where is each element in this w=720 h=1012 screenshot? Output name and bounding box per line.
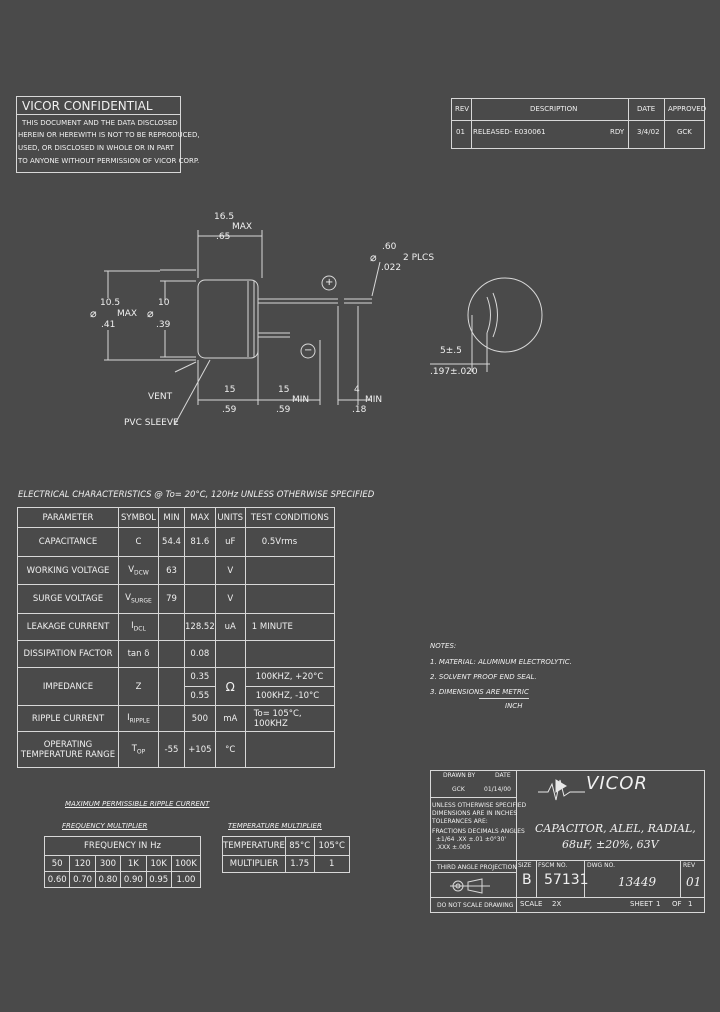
inner-dia-dim: .39 (156, 320, 171, 330)
phi-symbol: ⌀ (90, 307, 97, 320)
date-header: DATE (637, 105, 656, 113)
part-description: 68uF, ±20%, 63V (562, 838, 659, 851)
table-row: LEAKAGE CURRENT $I_{DCL}$ 128.52 uA 1 MINUTE (18, 614, 335, 641)
company-name: VICOR (586, 773, 648, 794)
col-units: UNITS (217, 512, 244, 523)
dim-d2: 15 (278, 385, 290, 395)
table-row: DISSIPATION FACTOR tan δ 0.08 (18, 641, 335, 668)
description-header: DESCRIPTION (530, 105, 578, 113)
rev-date: 3/4/02 (637, 128, 660, 136)
do-not-scale-label: DO NOT SCALE DRAWING (437, 902, 514, 909)
rev-value: 01 (456, 128, 465, 136)
freq-multiplier-title: FREQUENCY MULTIPLIER (62, 822, 148, 830)
lead-dia-dim: .60 (382, 242, 397, 252)
col-test-conditions: TEST CONDITIONS (250, 512, 329, 523)
date-label: DATE (495, 772, 511, 779)
rev-header: REV (455, 105, 470, 113)
sheet-label: SHEET (630, 900, 653, 908)
table-row: RIPPLE CURRENT $I_{RIPPLE}$ 500 mA To= 105°C, 100KHZ (18, 706, 335, 732)
rev-label: REV (683, 862, 696, 869)
outer-dia-suffix: MAX (117, 309, 138, 319)
approved-header: APPROVED (668, 105, 707, 113)
confidential-line: HEREIN OR HEREWITH IS NOT TO BE REPRODUCED, (18, 131, 200, 139)
fscm-label: FSCM NO. (538, 862, 568, 869)
body-length-dim: .65 (216, 232, 231, 242)
sleeve-label: PVC SLEEVE (124, 418, 179, 428)
outer-dia-dim: .41 (101, 320, 116, 330)
drawn-by-label: DRAWN BY (443, 772, 476, 779)
plus-sign: + (325, 277, 334, 288)
col-symbol: SYMBOL (120, 512, 157, 523)
table-row: IMPEDANCE Z 0.35 0.55 Ω 100KHZ, +20°C 100KHZ, -10°C (18, 668, 335, 706)
table-row: CAPACITANCE C 54.4 81.6 uF 0.5Vrms (18, 528, 335, 557)
of-label: OF (672, 900, 682, 908)
tolerance-line: UNLESS OTHERWISE SPECIFIED (432, 802, 527, 809)
confidential-line: THIS DOCUMENT AND THE DATA DISCLOSED (22, 119, 178, 127)
tolerance-line: .XXX ±.005 (436, 844, 471, 851)
col-min: MIN (163, 512, 180, 523)
confidential-line: TO ANYONE WITHOUT PERMISSION OF VICOR CORP. (18, 157, 200, 165)
rev-number: 01 (686, 875, 702, 889)
vent-label: VENT (148, 392, 173, 402)
phi-symbol: ⌀ (370, 251, 377, 264)
dim-d3: 4 (354, 385, 360, 395)
outer-dia-dim: 10.5 (100, 298, 121, 308)
note-line: INCH (505, 702, 523, 710)
tolerance-line: ±1/64 .XX ±.01 ±0°30' (436, 836, 507, 843)
phi-symbol: ⌀ (147, 307, 154, 320)
note-line: 2. SOLVENT PROOF END SEAL. (430, 673, 537, 681)
body-length-suffix: MAX (232, 222, 253, 232)
lead-dia-dim: .022 (381, 263, 402, 273)
electrical-title: ELECTRICAL CHARACTERISTICS @ To= 20°C, 120Hz UNLESS OTHERWISE SPECIFIED (18, 490, 375, 500)
dwg-label: DWG NO. (587, 862, 615, 869)
rev-approved: GCK (677, 128, 692, 136)
drawn-name: GCK (452, 786, 465, 793)
confidential-line: USED, OR DISCLOSED IN WHOLE OR IN PART (18, 144, 174, 152)
dim-d2-suffix: MIN (292, 395, 310, 405)
col-parameter: PARAMETER (42, 512, 94, 523)
scale-value: 2X (552, 900, 562, 908)
rev-description: RELEASED- E030061 (473, 128, 546, 136)
table-row: SURGE VOLTAGE $V_{SURGE}$ 79 V (18, 585, 335, 614)
table-row: WORKING VOLTAGE $V_{DCW}$ 63 V (18, 557, 335, 585)
tolerance-line: FRACTIONS DECIMALS ANGLES (432, 828, 525, 835)
of-value: 1 (688, 900, 693, 908)
lead-pitch-dim: 5±.5 (440, 346, 462, 356)
dim-d2: .59 (276, 405, 291, 415)
dim-d1: 15 (224, 385, 236, 395)
fscm-value: 57131 (544, 872, 589, 888)
dim-d3-suffix: MIN (365, 395, 383, 405)
temp-multiplier-title: TEMPERATURE MULTIPLIER (228, 822, 322, 830)
confidential-title: VICOR CONFIDENTIAL (22, 99, 153, 113)
lead-dia-suffix: 2 PLCS (403, 253, 435, 263)
notes-title: NOTES: (430, 642, 457, 650)
tolerance-line: DIMENSIONS ARE IN INCHES (432, 810, 518, 817)
note-line: 3. DIMENSIONS ARE METRIC (430, 688, 529, 696)
dim-d3: .18 (352, 405, 367, 415)
scale-label: SCALE (520, 900, 543, 908)
sheet-value: 1 (656, 900, 661, 908)
dim-d1: .59 (222, 405, 237, 415)
lead-pitch-dim: .197±.020 (430, 367, 478, 377)
frequency-multiplier-table: FREQUENCY IN Hz 50 120 300 1K 10K 100K 0.60 0.70 0.80 0.90 0.95 1.00 (44, 836, 201, 888)
tolerance-line: TOLERANCES ARE: (432, 818, 488, 825)
size-label: SIZE (518, 862, 532, 869)
table-row: OPERATING TEMPERATURE RANGE $T_{OP}$ -55 +105 °C (18, 732, 335, 768)
drawn-date: 01/14/00 (484, 786, 511, 793)
col-max: MAX (190, 512, 210, 523)
inner-dia-dim: 10 (158, 298, 170, 308)
minus-sign: − (304, 345, 313, 356)
projection-label: THIRD ANGLE PROJECTION (437, 864, 517, 871)
temperature-multiplier-table: TEMPERATURE 85°C 105°C MULTIPLIER 1.75 1 (222, 836, 350, 873)
note-line: 1. MATERIAL: ALUMINUM ELECTROLYTIC. (430, 658, 572, 666)
size-value: B (522, 872, 532, 888)
ripple-title: MAXIMUM PERMISSIBLE RIPPLE CURRENT (65, 800, 210, 808)
dwg-number: 13449 (618, 875, 657, 889)
body-length-dim: 16.5 (214, 212, 235, 222)
rev-by: RDY (610, 128, 625, 136)
part-description: CAPACITOR, ALEL, RADIAL, (535, 822, 696, 835)
